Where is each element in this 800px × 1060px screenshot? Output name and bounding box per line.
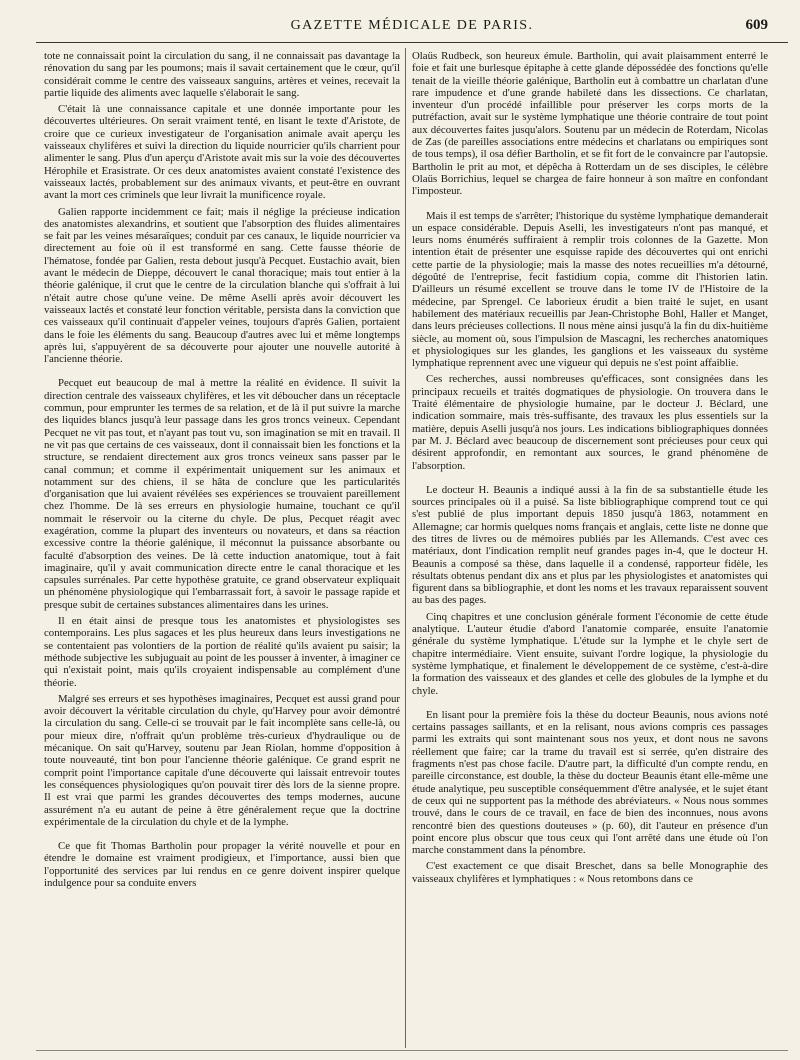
spacer: [412, 701, 768, 709]
paragraph: Malgré ses erreurs et ses hypothèses imaginaires, Pecquet est aussi grand pour avoir découvert la véritable circulation du chyle, qu'Harvey pour avoir démontré la circulation du sang. Celle-ci se trouvait par le fait incomplète sans celle-là, ou pour mieux dire, n'offrait qu'un problème très-curieux d'hydraulique ou de mécanique. On sait qu'Harvey, soutenu par Jean Riolan, homme d'opposition à toute nouveauté, tint bon pour l'ancienne théorie galénique. Ce grand esprit ne comprit point l'importance capitale d'une découverte qui laissait entrevoir toutes les conséquences physiologiques qu'on pouvait tirer dès lors de la sienne propre. Il est vrai que parmi les grandes découvertes des temps modernes, aucune assurément n'a eu autant de peine à être généralement reçue que la doctrine expérimentale de la circulation du chyle et de la lymphe.: [44, 692, 400, 828]
paragraph: Pecquet eut beaucoup de mal à mettre la réalité en évidence. Il suivit la direction centrale des vaisseaux chylifères, et les vit déboucher dans un réceptacle commun, pour emprunter les termes de sa relation, et de là il put suivre la marche des liquides blancs jusqu'à leur passage dans les gros troncs veineux. Cependant Pecquet ne vit pas tout, et n'ayant pas tout vu, son imagination se mit en travail. Il ne vit pas que certains de ces vaisseaux, dont il connaissait bien les fonctions et la structure, se rendaient directement aux gros troncs veineux sans passer par le canal commun; et comme il expérimentait uniquement sur les animaux et notamment sur des chiens, il se hâta de conclure que les particularités d'organisation que lui avaient révélées ses expériences se trouvaient pareillement chez l'homme. De là ses erreurs en physiologie humaine, touchant ce qu'il nommait le réservoir ou la citerne du chyle. De plus, Pecquet réagit avec exagération, comme la plupart des inventeurs ou novateurs, et dans sa réaction excessive contre la théorie galénique, il méconnut la puissance absorbante ou faculté d'absorption des veines. De là cette induction anatomique, tout à fait imaginaire, qu'il y avait communication directe entre le canal thoracique et les capsules surrénales. Par cette hypothèse gratuite, ce grand observateur expliquait un phénomène physiologique qui l'embarrassait fort, à savoir le passage rapide et presque subit de certaines substances alimentaires dans les urines.: [44, 377, 400, 611]
header-rule: [36, 42, 788, 43]
paragraph: Mais il est temps de s'arrêter; l'historique du système lymphatique demanderait un espace considérable. Depuis Aselli, les investigateurs n'ont pas manqué, et leurs noms énumérés suffiraient à remplir trois colonnes de la Gazette. Mon intention était de présenter une esquisse rapide des découvertes qui ont enrichi cette partie de la physiologie; mais la masse des notes recueillies m'a détourné, dégoûté de l'entreprise, fecit fastidium copia, comme dit l'historien latin. D'ailleurs un résumé excellent se trouve dans le tome IV de l'Histoire de la médecine, par Sprengel. Ce laborieux érudit a bien traité le sujet, en usant habilement des matériaux recueillis par Jean-Christophe Bohl, Haller et Manget, dans leurs précieuses collections. Il nous mène ainsi jusqu'à la fin du dix-huitième siècle, au moment où, sous l'impulsion de Mascagni, les recherches anatomiques et physiologiques sur les glandes, les ganglions et les vaisseaux du système lymphatique reprennent avec une vigueur qui depuis ne s'est point affaiblie.: [412, 209, 768, 370]
paragraph: Olaüs Rudbeck, son heureux émule. Bartholin, qui avait plaisamment enterré le foie et fait une burlesque épitaphe à cette glande dépossédée des fonctions qu'elle tenait de la vieille théorie galénique, Bartholin eut à combattre un charlatan d'une rare impudence et d'une grande habileté dans les dissections. Ce charlatan, inventeur d'un procédé infaillible pour préserver les corps morts de la putréfaction, avait sur le système lymphatique une théorie contraire de tout point aux découvertes faites jusqu'alors. Soutenu par un médecin de Roterdam, Nicolas de Zas (de pareilles associations entre médecins et charlatans ou empiriques sont de tous temps), il osa défier Bartholin, et se fit fort de le convaincre par l'autopsie. Bartholin le prit au mot, et dépêcha à Rotterdam un de ses disciples, le célèbre Olaüs Borrichius, lequel se chargea de faire honneur à son maître en confondant l'imposteur.: [412, 50, 768, 198]
paragraph: En lisant pour la première fois la thèse du docteur Beaunis, nous avions noté certains passages saillants, et en la relisant, nous avions compris ces passages parmi les extraits qui sont maintenant sous nos yeux, et dont nous ne savons réellement que faire; car la trame du travail est si serrée, qu'en distraire des fragments n'est pas chose facile. D'autre part, la difficulté d'un compte rendu, en pareille circonstance, est double, la thèse du docteur Beaunis étant elle-même une étude analytique, peu susceptible conséquemment d'être analysée, et le sujet étant de ceux qui ne supportent pas la méthode des abréviateurs. « Nous nous sommes trouvé, dans le cours de ce travail, en face de bien des inconnues, nous avons rencontré bien des questions douteuses » (p. 60), dit l'auteur en présence d'un point encore plus obscur que tous ceux qui l'ont arrêté dans une étude où l'on marche constamment dans la pénombre.: [412, 708, 768, 857]
spacer: [412, 476, 768, 484]
column-divider: [405, 48, 406, 1048]
footer-rule: [36, 1050, 788, 1051]
paragraph: Le docteur H. Beaunis a indiqué aussi à la fin de sa substantielle étude les sources principales où il a puisé. Sa liste bibliographique comprend tout ce qui s'est publié de plus important depuis 1850 jusqu'à 1863, notamment en Allemagne; car hormis quelques noms français et anglais, cette liste ne donne que des titres de livres ou de mémoires publiés par les Allemands. C'est avec ces matériaux, dont l'indication remplit neuf grandes pages in-4, que le docteur H. Beaunis a composé sa thèse, dans laquelle il a condensé, rapporteur fidèle, les résultats obtenus pendant dix ans et plus par les physiologistes et anatomistes qui figurent dans sa bibliographie, et dont les noms et les travaux reparaissent souvent au bas des pages.: [412, 483, 768, 607]
paragraph: tote ne connaissait point la circulation du sang, il ne connaissait pas davantage la rénovation du sang par les poumons; mais il savait certainement que le cœur, qu'il considérait comme le centre des vaisseaux sanguins, artères et veines, recevait la partie liquide des aliments avec laquelle s'élaborait le sang.: [44, 50, 400, 99]
paragraph: Il en était ainsi de presque tous les anatomistes et physiologistes ses contemporains. Les plus sagaces et les plus heureux dans leurs investigations ne se contentaient pas volontiers de la portion de réalité qu'ils avaient pu saisir; la méthode subjective les subjuguait au point de les pousser à inventer, à imaginer ce qui n'existait point, mais qu'ils croyaient indispensable au complément d'une théorie.: [44, 615, 400, 689]
paragraph: Ces recherches, aussi nombreuses qu'efficaces, sont consignées dans les principaux recueils et traités dogmatiques de physiologie. On trouvera dans le Traité élémentaire de physiologie humaine, par le docteur J. Béclard, une indication sommaire, mais très-suffisante, des travaux les plus essentiels sur la matière, depuis Aselli jusqu'à nos jours. Les indications bibliographiques données par M. J. Béclard avec beaucoup de discernement sont précieuses pour ceux qui désirent approfondir, en remontant aux sources, le grand phénomène de l'absorption.: [412, 373, 768, 472]
paragraph: C'était là une connaissance capitale et une donnée importante pour les découvertes ultérieures. On serait vraiment tenté, en lisant le texte d'Aristote, de croire que ce curieux investigateur de l'organisation animale avait aperçu les vaisseaux chylifères et suivi la direction du liquide nourricier qu'ils charrient pour alimenter le sang. Plus d'un aperçu d'Aristote avait mis sur la voie des découvertes Hérophile et Erasistrate. Or ces deux anatomistes avaient constaté l'existence des vaisseaux lactés, probablement sur des animaux vivants, et peut-être en ouvrant avant la mort ces criminels que leur livrait la munificence royale.: [44, 103, 400, 202]
paragraph: Galien rapporte incidemment ce fait; mais il néglige la précieuse indication des anatomistes alexandrins, et soutient que l'absorption des fluides alimentaires se fait par les veines mésaraïques; conduit par ces canaux, le liquide nourricier va directement au foie où il est transformé en sang. Cette fausse théorie de l'hématose, fondée par Galien, resta debout jusqu'à Pecquet. Eustachio avait, bien avant le médecin de Dieppe, découvert le canal thoracique; mais tout entier à la théorie galénique, il crut que le centre de la circulation blanche qui s'offrait à lui n'était autre chose qu'une veine. De même Aselli après avoir découvert les vaisseaux lactés et constaté leur fonction véritable, persista dans la conviction que ces vaisseaux qu'il continuait d'appeler veines, toujours d'après Galien, portaient dans le foie les éléments du sang. Beaucoup d'autres avec lui et même longtemps après lui, s'appuyèrent de sa découverte pour ajouter une nouvelle autorité à l'ancienne théorie.: [44, 205, 400, 366]
spacer: [44, 832, 400, 840]
paragraph: Cinq chapitres et une conclusion générale forment l'économie de cette étude analytique. L'auteur étudie d'abord l'anatomie comparée, ensuite l'anatomie générale du système lymphatique. L'étude sur la lymphe et le chyle sert de chapitre intermédiaire. Vient ensuite, suivant l'ordre logique, la physiologie du système lymphatique, et finalement le développement de ce système, c'est-à-dire la formation des vaisseaux et des glandes et celle des globules de la lymphe et du chyle.: [412, 610, 768, 697]
right-column: [412, 50, 768, 1050]
left-column: [44, 50, 400, 1050]
journal-title: GAZETTE MÉDICALE DE PARIS.: [290, 18, 534, 33]
paragraph: C'est exactement ce que disait Breschet, dans sa belle Monographie des vaisseaux chylifères et lymphatiques : « Nous retombons dans ce: [412, 860, 768, 885]
page-number: 609: [745, 17, 768, 33]
spacer: [412, 202, 768, 210]
paragraph: Ce que fit Thomas Bartholin pour propager la vérité nouvelle et pour en étendre le domaine est vraiment prodigieux, et l'importance, aussi bien que l'opportunité des services par lui rendus en ce genre doivent inspirer quelque indulgence pour sa conduite envers: [44, 840, 400, 889]
page-header: [36, 14, 788, 40]
spacer: [44, 369, 400, 377]
